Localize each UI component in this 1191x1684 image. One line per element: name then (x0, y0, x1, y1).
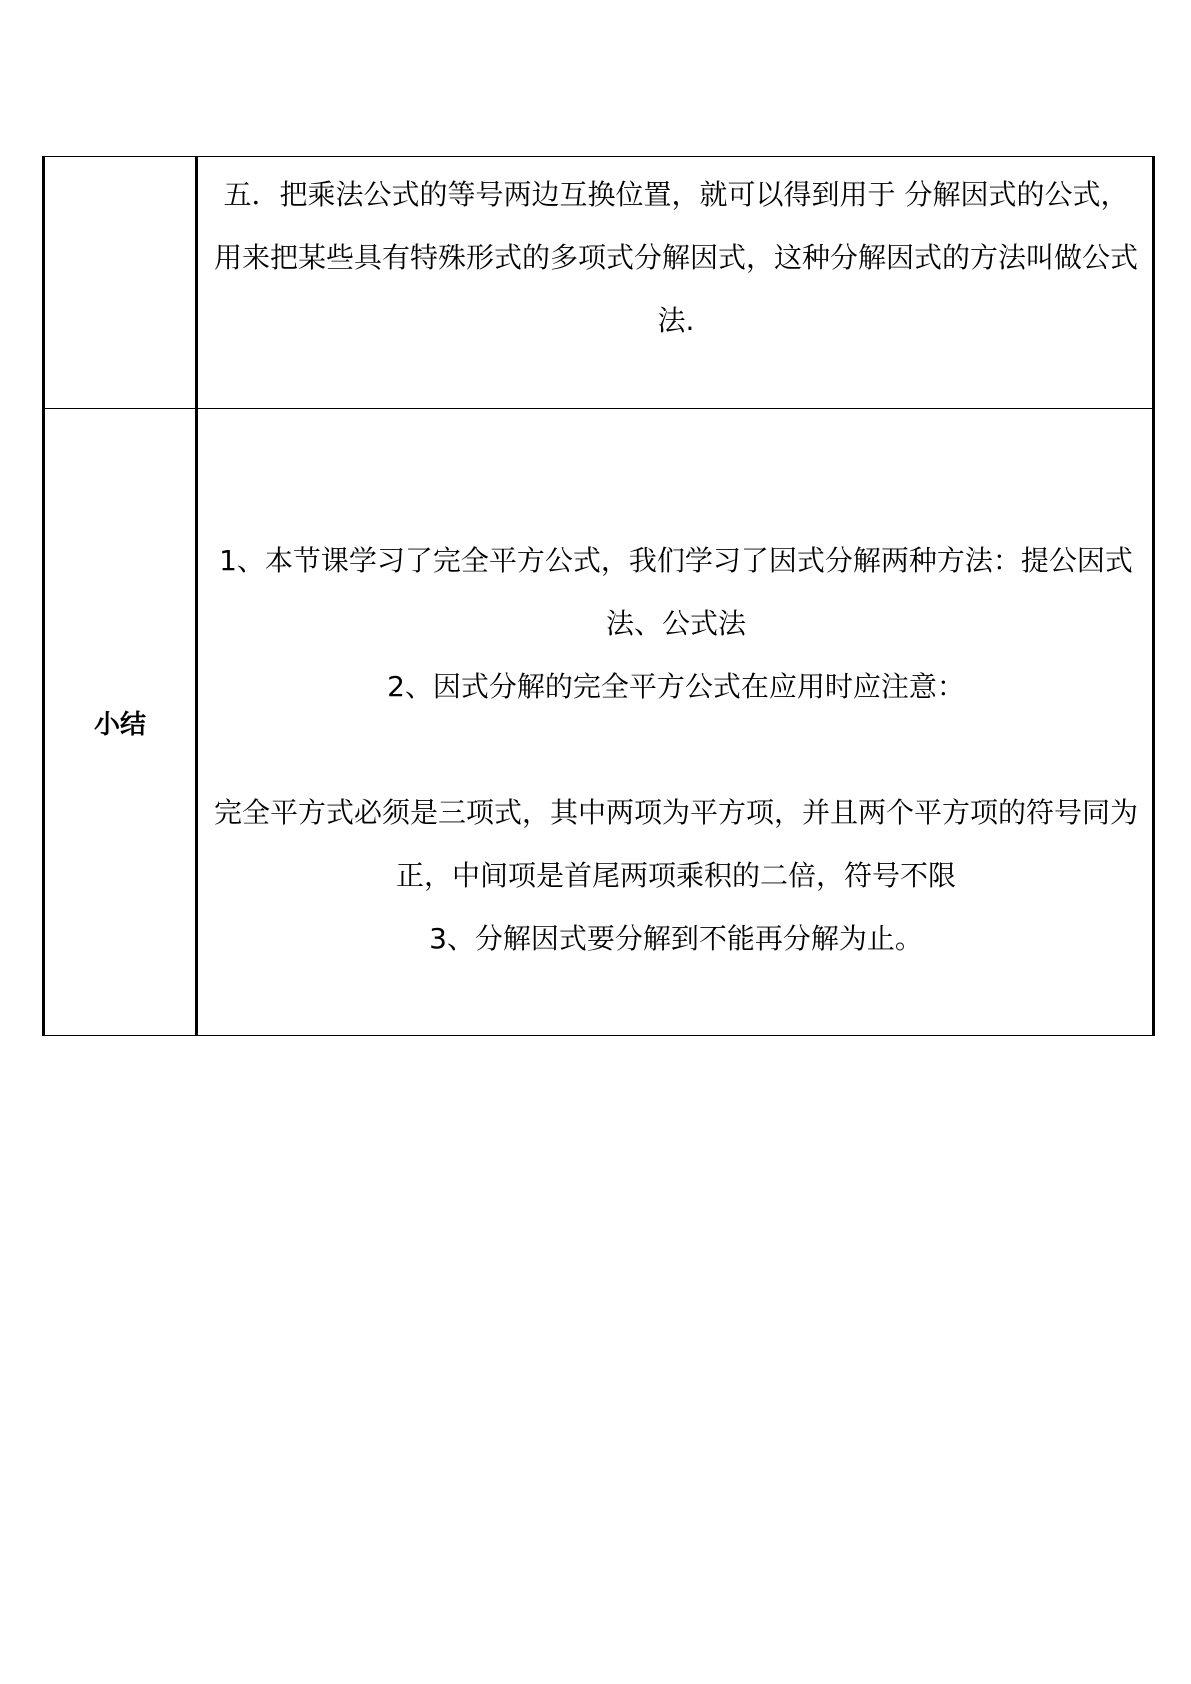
blank-line (212, 718, 1140, 781)
summary-content (198, 409, 1152, 970)
row-content-cell (197, 157, 1154, 409)
row-label-cell (44, 409, 197, 1036)
summary-point-2-detail: 完全平方式必须是三项式，其中两项为平方项，并且两个平方项的符号同为正，中间项是首尾两项乘积的二倍，符号不限 (213, 796, 1138, 892)
table-row (44, 157, 1154, 409)
summary-point-1: 1、本节课学习了完全平方公式，我们学习了因式分解两种方法：提公因式法、公式法 (219, 544, 1133, 640)
summary-point-2: 2、因式分解的完全平方公式在应用时应注意： (387, 670, 965, 703)
summary-point-3: 3、分解因式要分解到不能再分解为止。 (429, 922, 923, 955)
formula-method-paragraph: 五．把乘法公式的等号两边互换位置，就可以得到用于 分解因式的公式，用来把某些具有特殊形式的多项式分解因式，这种分解因式的方法叫做公式法. (213, 178, 1138, 337)
summary-label: 小结 (93, 709, 146, 740)
table-row (44, 409, 1154, 1036)
lesson-table (42, 156, 1155, 1036)
row-label-cell (44, 157, 197, 409)
row-content (198, 157, 1152, 352)
row-content-cell (197, 409, 1154, 1036)
